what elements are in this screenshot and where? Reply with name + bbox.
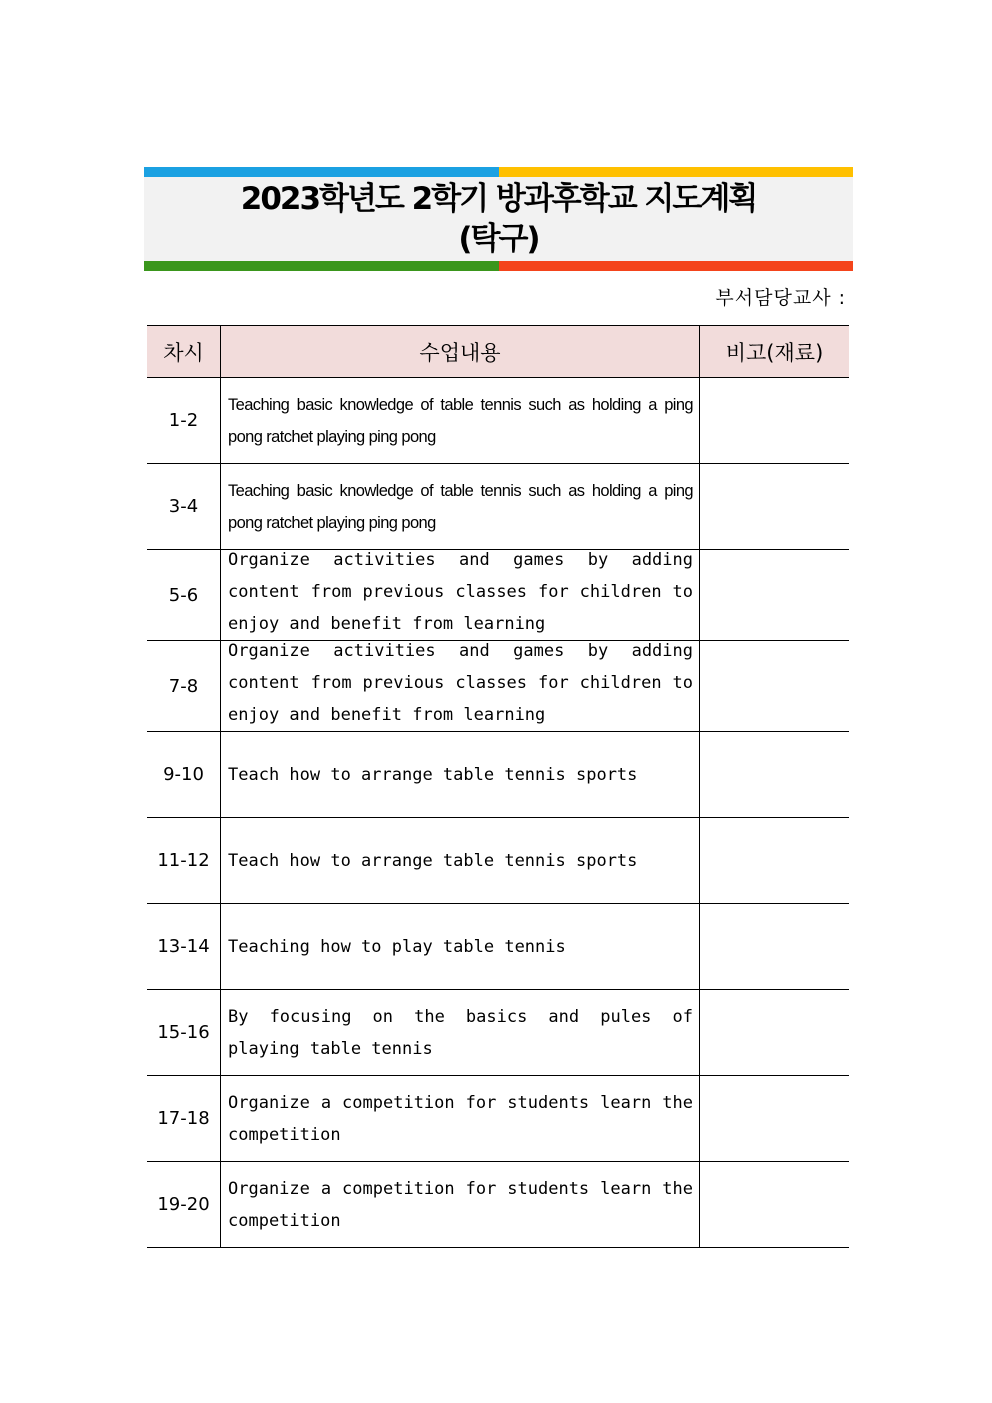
- table-row: [147, 464, 849, 550]
- table-row: [147, 904, 849, 990]
- header-content: 수업내용: [221, 326, 700, 378]
- notes-cell: [700, 378, 850, 464]
- notes-cell: [700, 550, 850, 641]
- header-session: 차시: [147, 326, 221, 378]
- content-text: Organize activities and games by adding content from previous classes for children to enjoy and benefit from learning: [228, 641, 693, 725]
- banner-bar-bottom-right: [499, 261, 853, 271]
- notes-cell: [700, 904, 850, 990]
- banner-bar-bottom-left: [144, 261, 499, 271]
- session-cell: 1-2: [147, 378, 221, 464]
- table-row: [147, 641, 849, 732]
- content-text: Teach how to arrange table tennis sports: [228, 850, 638, 871]
- content-cell: [221, 818, 700, 904]
- content-text: Organize a competition for students learn the competition: [228, 1092, 693, 1145]
- session-cell: 17-18: [147, 1076, 221, 1162]
- table-row: [147, 990, 849, 1076]
- table-row: [147, 1076, 849, 1162]
- banner-bar-top-left: [144, 167, 499, 177]
- header-notes: 비고(재료): [700, 326, 850, 378]
- content-cell: [221, 732, 700, 818]
- content-cell: [221, 378, 700, 464]
- notes-cell: [700, 732, 850, 818]
- notes-cell: [700, 818, 850, 904]
- teacher-label: 부서담당교사 :: [715, 287, 846, 309]
- content-text: By focusing on the basics and pules of playing table tennis: [228, 1006, 693, 1059]
- table-row: [147, 1162, 849, 1248]
- document-title: 2023학년도 2학기 방과후학교 지도계획: [240, 181, 757, 217]
- notes-cell: [700, 990, 850, 1076]
- content-cell: [221, 990, 700, 1076]
- session-cell: 9-10: [147, 732, 221, 818]
- session-cell: 3-4: [147, 464, 221, 550]
- content-text: Teaching how to play table tennis: [228, 936, 566, 957]
- content-text: Organize a competition for students learn the competition: [228, 1178, 693, 1231]
- session-cell: 15-16: [147, 990, 221, 1076]
- content-cell: [221, 1076, 700, 1162]
- session-cell: 11-12: [147, 818, 221, 904]
- table-row: [147, 550, 849, 641]
- content-text: Organize activities and games by adding content from previous classes for children to enjoy and benefit from learning: [228, 550, 693, 634]
- session-cell: 7-8: [147, 641, 221, 732]
- notes-cell: [700, 641, 850, 732]
- notes-cell: [700, 1076, 850, 1162]
- content-text: Teaching basic knowledge of table tennis such as holding a ping pong ratchet playing ping pong: [228, 395, 693, 446]
- lesson-plan-table: [147, 325, 849, 1248]
- content-cell: [221, 550, 700, 641]
- table-row: [147, 818, 849, 904]
- session-cell: 5-6: [147, 550, 221, 641]
- content-cell: [221, 641, 700, 732]
- session-cell: 19-20: [147, 1162, 221, 1248]
- notes-cell: [700, 464, 850, 550]
- document-subtitle: (탁구): [458, 221, 539, 257]
- table-row: [147, 732, 849, 818]
- content-text: Teaching basic knowledge of table tennis such as holding a ping pong ratchet playing ping pong: [228, 481, 693, 532]
- table-header-row: [147, 326, 849, 378]
- table-row: [147, 378, 849, 464]
- content-cell: [221, 464, 700, 550]
- content-cell: [221, 904, 700, 990]
- banner-bar-top-right: [499, 167, 853, 177]
- title-banner: [144, 167, 853, 271]
- session-cell: 13-14: [147, 904, 221, 990]
- content-text: Teach how to arrange table tennis sports: [228, 764, 638, 785]
- content-cell: [221, 1162, 700, 1248]
- notes-cell: [700, 1162, 850, 1248]
